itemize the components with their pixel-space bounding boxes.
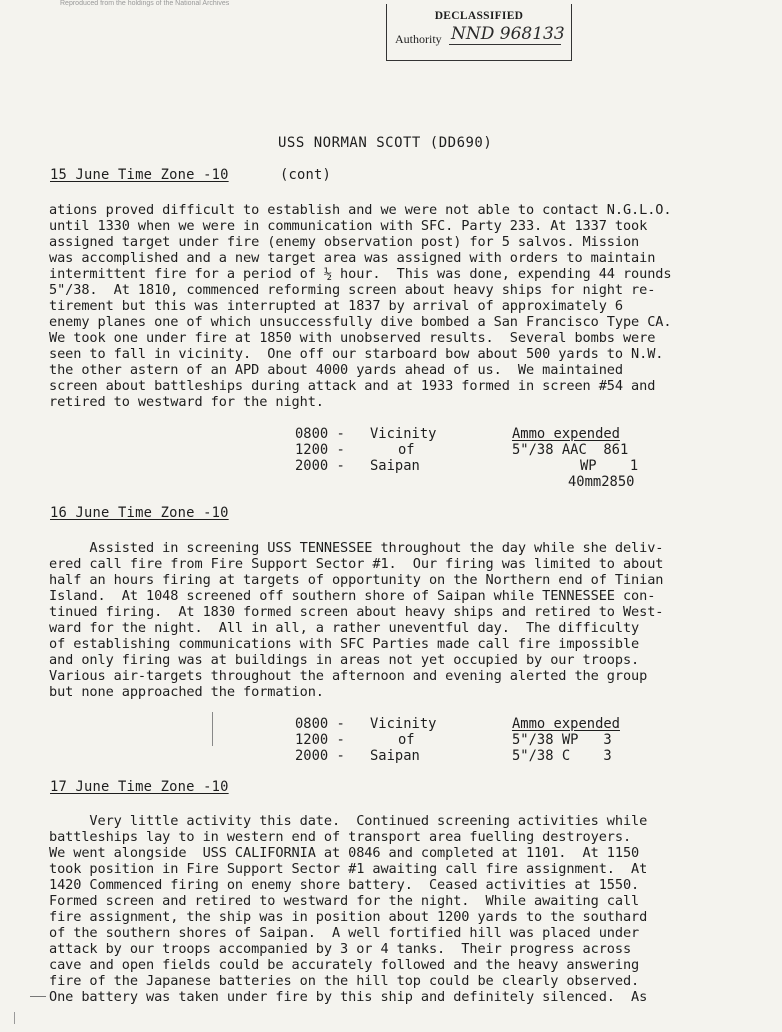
stamp-authority-value: NND 968133	[451, 24, 565, 44]
body-line: but none approached the formation.	[49, 684, 324, 700]
body-line: of establishing communications with SFC Parties made call fire impossible	[49, 636, 640, 652]
body-line: seen to fall in vicinity. One off our starboard bow about 500 yards to N.W.	[49, 346, 664, 362]
time-cell: 1200 -	[295, 732, 345, 748]
body-line: the other astern of an APD about 4000 yards ahead of us. We maintained	[49, 362, 623, 378]
stamp-signature-line	[449, 44, 561, 45]
body-line: ations proved difficult to establish and we were not able to contact N.G.L.O.	[49, 202, 672, 218]
body-line: 1420 Commenced firing on enemy shore battery. Ceased activities at 1550.	[49, 877, 640, 893]
margin-mark	[14, 1012, 15, 1024]
body-line: screen about battleships during attack and at 1933 formed in screen #54 and	[49, 378, 656, 394]
ammo-cell: 40mm2850	[568, 474, 635, 490]
time-cell: 2000 -	[295, 748, 345, 764]
ammo-cell: WP 1	[580, 458, 639, 474]
body-line: enemy planes one of which unsuccessfully dive bombed a San Francisco Type CA.	[49, 314, 672, 330]
document-title: USS NORMAN SCOTT (DD690)	[278, 135, 493, 151]
time-cell: 0800 -	[295, 426, 345, 442]
body-line: We went alongside USS CALIFORNIA at 0846 and completed at 1101. At 1150	[49, 845, 640, 861]
ammo-heading: Ammo expended	[512, 716, 620, 732]
stamp-label: DECLASSIFIED	[434, 10, 524, 22]
location-cell: Saipan	[370, 748, 420, 764]
body-line: Formed screen and retired to westward for the night. While awaiting call	[49, 893, 640, 909]
body-line: and only firing was at buildings in areas not yet occupied by our troops.	[49, 652, 640, 668]
section-heading: 15 June Time Zone -10	[50, 167, 229, 183]
body-line: retired to westward for the night.	[49, 394, 324, 410]
body-line: took position in Fire Support Sector #1 awaiting call fire assignment. At	[49, 861, 648, 877]
margin-mark	[212, 712, 213, 746]
body-line: Various air-targets throughout the afternoon and evening alerted the group	[49, 668, 648, 684]
section-heading: 16 June Time Zone -10	[50, 505, 229, 521]
body-line: 5"/38. At 1810, commenced reforming screen about heavy ships for night re-	[49, 282, 656, 298]
declassified-stamp	[386, 4, 572, 61]
margin-mark	[30, 996, 46, 997]
location-cell: Vicinity	[370, 716, 437, 732]
body-line: One battery was taken under fire by this ship and definitely silenced. As	[49, 989, 648, 1005]
body-line: fire assignment, the ship was in position about 1200 yards to the southard	[49, 909, 648, 925]
location-cell: Vicinity	[370, 426, 437, 442]
body-line: ward for the night. All in all, a rather uneventful day. The difficulty	[49, 620, 640, 636]
time-cell: 1200 -	[295, 442, 345, 458]
body-line: We took one under fire at 1850 with unobserved results. Several bombs were	[49, 330, 656, 346]
section-heading-suffix: (cont)	[280, 167, 332, 183]
body-line: tirement but this was interrupted at 1837 by arrival of approximately 6	[49, 298, 623, 314]
body-line: battleships lay to in western end of transport area fuelling destroyers.	[49, 829, 632, 845]
body-line: of the southern shores of Saipan. A well fortified hill was placed under	[49, 925, 640, 941]
stamp-authority-label: Authority	[395, 32, 442, 46]
ammo-cell: 5"/38 WP 3	[512, 732, 612, 748]
time-cell: 0800 -	[295, 716, 345, 732]
body-line: until 1330 when we were in communication with SFC. Party 233. At 1337 took	[49, 218, 648, 234]
body-line: Very little activity this date. Continued screening activities while	[49, 813, 648, 829]
body-line: Island. At 1048 screened off southern shore of Saipan while TENNESSEE con-	[49, 588, 656, 604]
location-cell: Saipan	[370, 458, 420, 474]
ammo-heading: Ammo expended	[512, 426, 620, 442]
body-line: Assisted in screening USS TENNESSEE throughout the day while she deliv-	[49, 540, 664, 556]
location-cell: of	[398, 442, 415, 458]
archive-header-strip: Reproduced from the holdings of the National Archives	[60, 0, 230, 7]
body-line: fire of the Japanese batteries on the hill top could be clearly observed.	[49, 973, 640, 989]
ammo-cell: 5"/38 C 3	[512, 748, 612, 764]
body-line: ered call fire from Fire Support Sector #1. Our firing was limited to about	[49, 556, 664, 572]
body-line: cave and open fields could be accurately followed and the heavy answering	[49, 957, 640, 973]
body-line: attack by our troops accompanied by 3 or 4 tanks. Their progress across	[49, 941, 632, 957]
time-cell: 2000 -	[295, 458, 345, 474]
section-heading: 17 June Time Zone -10	[50, 779, 229, 795]
ammo-cell: 5"/38 AAC 861	[512, 442, 629, 458]
body-line: half an hours firing at targets of opportunity on the Northern end of Tinian	[49, 572, 664, 588]
body-line: was accomplished and a new target area was assigned with orders to maintain	[49, 250, 656, 266]
location-cell: of	[398, 732, 415, 748]
body-line: assigned target under fire (enemy observation post) for 5 salvos. Mission	[49, 234, 640, 250]
body-line: intermittent fire for a period of ½ hour. This was done, expending 44 rounds	[49, 266, 672, 282]
body-line: tinued firing. At 1830 formed screen about heavy ships and retired to West-	[49, 604, 664, 620]
